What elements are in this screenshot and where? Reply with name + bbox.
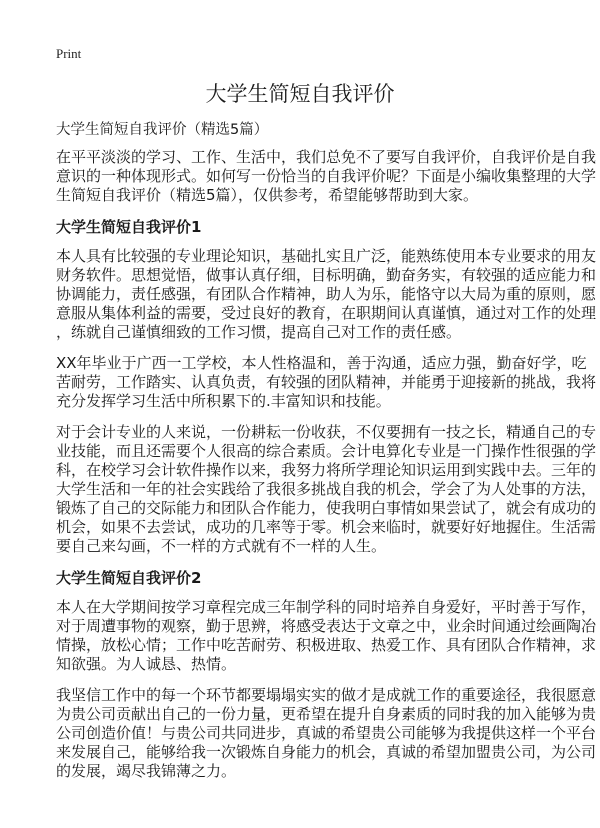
- document-body: [56, 120, 597, 793]
- paragraph-2: [56, 354, 597, 411]
- paragraph-1: [56, 247, 597, 342]
- section-heading-2: 大学生简短自我评价2: [56, 569, 202, 587]
- text-line: 我坚信工作中的每一个环节都要塌塌实实的做才是成就工作的重要途径，我很愿意: [56, 686, 597, 704]
- text-line: 生简短自我评价（精选5篇），仅供参考，希望能够帮助到大家。: [56, 186, 479, 204]
- section-heading-1: 大学生简短自我评价1: [56, 218, 202, 236]
- text-line: 的发展，竭尽我锦薄之力。: [56, 762, 237, 780]
- paragraph-4: [56, 598, 597, 674]
- text-line: 锻炼了自己的交际能力和团队合作能力，使我明白事情如果尝试了，就会有成功的: [56, 499, 597, 517]
- text-line: 为贵公司贡献出自己的一份力量，更希望在提升自身素质的同时我的加入能够为贵: [56, 705, 597, 723]
- text-line: 协调能力，责任感强，有团队合作精神，助人为乐，能恪守以大局为重的原则，愿: [56, 285, 597, 303]
- paragraph-5: [56, 686, 597, 781]
- text-line: ，练就自己谨慎细致的工作习惯，提高自己对工作的责任感。: [56, 323, 462, 341]
- text-line: 要自己来勾画，不一样的方式就有不一样的人生。: [56, 537, 387, 555]
- text-line: 对于周遭事物的观察，勤于思辨，将感受表达于文章之中，业余时间通过绘画陶冶: [56, 617, 597, 635]
- text-line: 意服从集体利益的需要，受过良好的教育，在职期间认真谨慎，通过对工作的处理: [56, 304, 597, 322]
- text-line: 苦耐劳，工作踏实、认真负责，有较强的团队精神，并能勇于迎接新的挑战，我将: [56, 373, 597, 391]
- page-title: 大学生简短自我评价: [205, 82, 395, 106]
- subtitle: 大学生简短自我评价（精选5篇）: [56, 122, 269, 138]
- text-line: XX年毕业于广西一工学校，本人性格温和，善于沟通，适应力强，勤奋好学，吃: [56, 354, 587, 372]
- text-line: 知欲强。为人诚恳、热情。: [56, 655, 237, 673]
- paragraph-3: [56, 423, 597, 556]
- text-line: 来发展自己，能够给我一次锻炼自身能力的机会，真诚的希望加盟贵公司，为公司: [56, 743, 597, 761]
- text-line: 对于会计专业的人来说，一份耕耘一份收获，不仅要拥有一技之长，精通自己的专: [56, 423, 597, 441]
- text-line: 公司创造价值！与贵公司共同进步，真诚的希望贵公司能够为我提供这样一个平台: [56, 724, 597, 742]
- text-line: 本人在大学期间按学习章程完成三年制学科的同时培养自身爱好，平时善于写作，: [56, 598, 597, 616]
- text-line: 在平平淡淡的学习、工作、生活中，我们总免不了要写自我评价，自我评价是自我: [56, 148, 597, 166]
- intro-paragraph: [56, 148, 597, 205]
- print-label: Print: [56, 46, 82, 61]
- text-line: 本人具有比较强的专业理论知识，基础扎实且广泛，能熟练使用本专业要求的用友: [56, 247, 597, 265]
- text-line: 情操，放松心情；工作中吃苦耐劳、积极进取、热爱工作、具有团队合作精神，求: [56, 636, 597, 654]
- text-line: 财务软件。思想觉悟，做事认真仔细，目标明确，勤奋务实，有较强的适应能力和: [56, 266, 597, 284]
- text-line: 意识的一种体现形式。如何写一份恰当的自我评价呢？下面是小编收集整理的大学: [56, 167, 597, 185]
- text-line: 充分发挥学习生活中所积累下的.丰富知识和技能。: [56, 392, 391, 410]
- text-line: 业技能，而且还需要个人很高的综合素质。会计电算化专业是一门操作性很强的学: [56, 442, 597, 460]
- text-line: 大学生活和一年的社会实践给了我很多挑战自我的机会，学会了为人处事的方法，: [56, 480, 597, 498]
- text-line: 科，在校学习会计软件操作以来，我努力将所学理论知识运用到实践中去。三年的: [56, 461, 597, 479]
- text-line: 机会，如果不去尝试，成功的几率等于零。机会来临时，就要好好地握住。生活需: [56, 518, 597, 536]
